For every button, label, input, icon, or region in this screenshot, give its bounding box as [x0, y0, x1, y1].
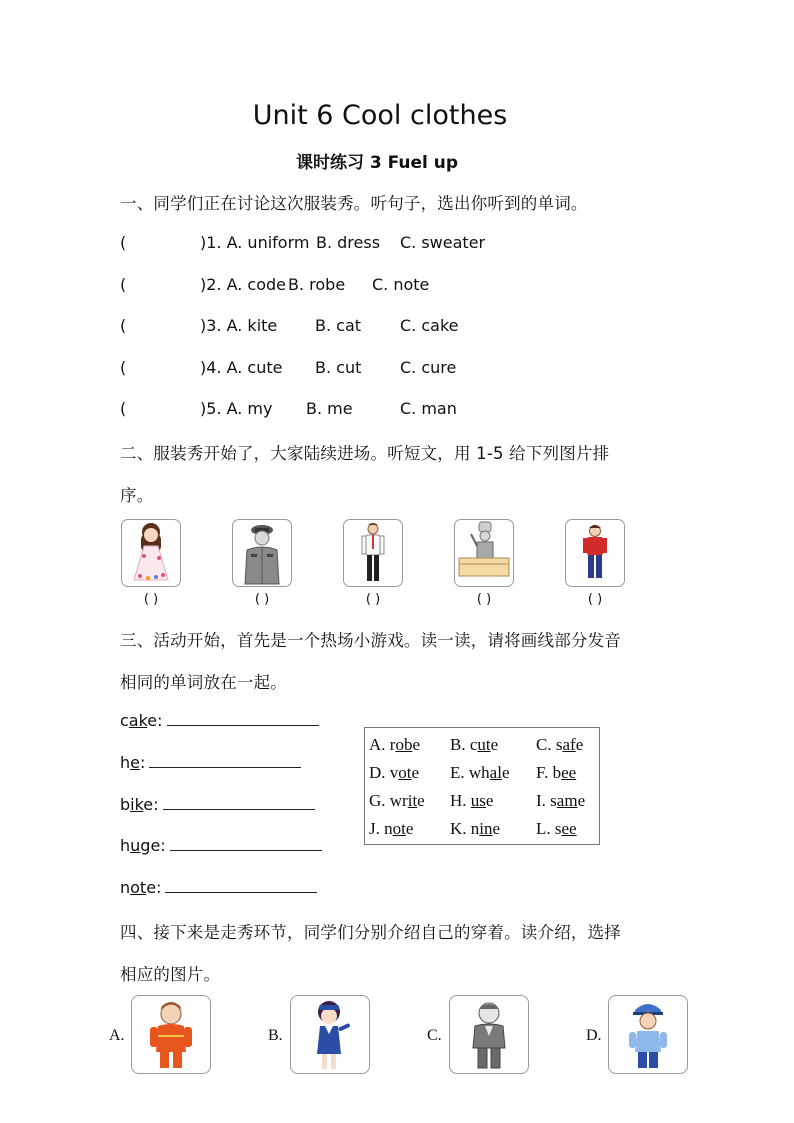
order-paren[interactable]: ( ): [365, 592, 381, 607]
answer-blank[interactable]: [170, 836, 322, 851]
option-word: J. note: [369, 819, 414, 838]
question-4: [120, 358, 540, 380]
man-red-sweater-icon: [565, 519, 625, 587]
order-paren[interactable]: ( ): [476, 592, 492, 607]
option-a: )2. A. code: [200, 275, 287, 294]
order-paren[interactable]: ( ): [587, 592, 603, 607]
soldier-icon: [232, 519, 292, 587]
answer-paren[interactable]: (: [120, 399, 127, 418]
answer-paren[interactable]: (: [120, 275, 127, 294]
answer-blank[interactable]: [167, 711, 319, 726]
option-c: C. cure: [400, 358, 457, 377]
option-word: D. vote: [369, 763, 420, 782]
option-a: )1. A. uniform: [200, 233, 310, 252]
answer-paren[interactable]: (: [120, 358, 127, 377]
option-word: I. same: [536, 791, 586, 810]
word-he-line: he:: [120, 753, 301, 777]
section3-heading-line2: 相同的单词放在一起。: [120, 673, 287, 692]
order-paren[interactable]: ( ): [143, 592, 159, 607]
page-title: Unit 6 Cool clothes: [252, 100, 508, 131]
option-a: )3. A. kite: [200, 316, 278, 335]
chef-icon: [454, 519, 514, 587]
option-word: G. write: [369, 791, 425, 810]
man-grey-suit-icon[interactable]: [449, 995, 529, 1074]
man-white-shirt-icon: [343, 519, 403, 587]
option-word: H. use: [450, 791, 494, 810]
page-subtitle: 课时练习 3 Fuel up: [295, 153, 459, 173]
word-bike-line: bike:: [120, 795, 315, 819]
word-huge-line: huge:: [120, 836, 322, 860]
section2-heading-line1: 二、服装秀开始了，大家陆续进场。听短文，用 1-5 给下列图片排: [120, 444, 610, 463]
answer-blank[interactable]: [165, 878, 317, 893]
choice-letter: D.: [586, 1027, 602, 1044]
option-b: B. dress: [316, 233, 381, 252]
section3-heading-line1: 三、活动开始，首先是一个热场小游戏。读一读，请将画线部分发音: [120, 631, 621, 650]
question-1: [120, 233, 540, 255]
option-b: B. cut: [315, 358, 362, 377]
option-word: K. nine: [450, 819, 501, 838]
option-a: )4. A. cute: [200, 358, 283, 377]
question-3: [120, 316, 540, 338]
option-b: B. me: [306, 399, 353, 418]
answer-paren[interactable]: (: [120, 316, 127, 335]
option-b: B. robe: [288, 275, 346, 294]
option-word: B. cute: [450, 735, 499, 754]
answer-paren[interactable]: (: [120, 233, 127, 252]
option-word: C. safe: [536, 735, 584, 754]
section2-heading-line2: 序。: [120, 486, 154, 505]
boy-orange-suit-icon[interactable]: [131, 995, 211, 1074]
choice-letter: C.: [427, 1027, 442, 1044]
order-paren[interactable]: ( ): [254, 592, 270, 607]
choice-letter: A.: [109, 1027, 125, 1044]
question-2: [120, 275, 540, 297]
boy-police-cap-icon[interactable]: [608, 995, 688, 1074]
girl-blue-uniform-icon[interactable]: [290, 995, 370, 1074]
answer-blank[interactable]: [163, 795, 315, 810]
question-5: [120, 399, 540, 421]
word-cake-line: cake:: [120, 711, 319, 735]
section4-heading-line2: 相应的图片。: [120, 965, 221, 984]
option-b: B. cat: [315, 316, 362, 335]
option-c: C. man: [400, 399, 457, 418]
option-c: C. cake: [400, 316, 459, 335]
bride-girl-icon: [121, 519, 181, 587]
answer-blank[interactable]: [149, 753, 301, 768]
option-a: )5. A. my: [200, 399, 273, 418]
word-note-line: note:: [120, 878, 317, 902]
word-options-box: [364, 727, 600, 845]
option-word: L. see: [536, 819, 577, 838]
option-c: C. sweater: [400, 233, 486, 252]
choice-letter: B.: [268, 1027, 283, 1044]
option-c: C. note: [372, 275, 430, 294]
section1-heading: 一、同学们正在讨论这次服装秀。听句子，选出你听到的单词。: [120, 194, 588, 213]
option-word: E. whale: [450, 763, 510, 782]
option-word: A. robe: [369, 735, 420, 754]
section4-heading-line1: 四、接下来是走秀环节，同学们分别介绍自己的穿着。读介绍，选择: [120, 923, 621, 942]
option-word: F. bee: [536, 763, 577, 782]
